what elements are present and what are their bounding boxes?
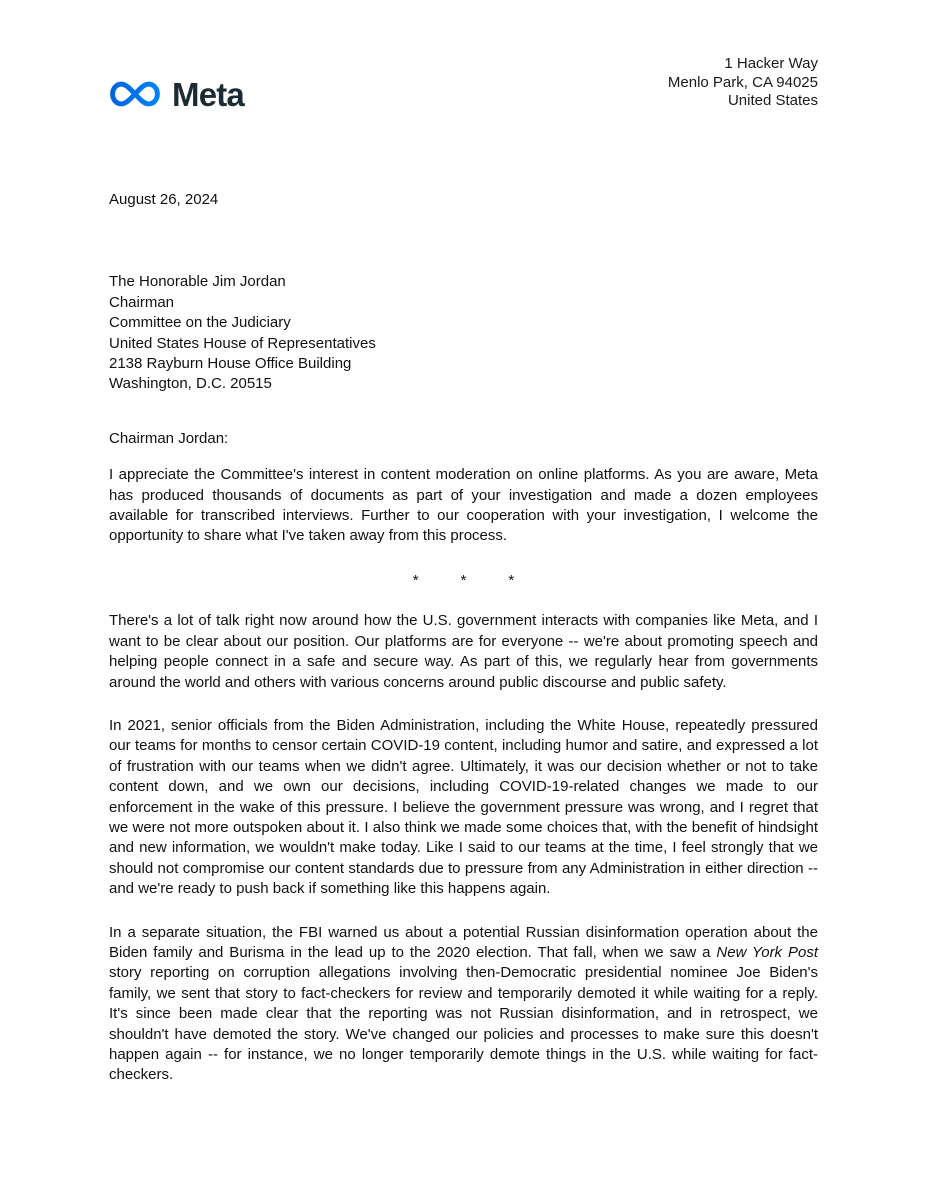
recipient-line: Washington, D.C. 20515: [109, 375, 272, 393]
recipient-line: Chairman: [109, 293, 175, 311]
section-separator: [109, 571, 818, 591]
recipient-line: Committee on the Judiciary: [109, 314, 291, 332]
separator-star: *: [460, 571, 467, 589]
paragraph-4-text: story reporting on corruption allegations involving then-Democratic presidential nominee Joe Biden's family, we sent that story to fact-checkers for review and temporarily demoted it while waiting for a reply. It's since been made clear that the reporting was not Russian disinformation, and in retrospect, we shouldn't have demoted the story. We've changed our policies and processes to make sure this doesn't happen again -- for instance, we no longer temporarily demote things in the U.S. while waiting for fact-checkers.: [109, 964, 818, 1084]
paragraph-4: [109, 923, 818, 1086]
sender-address-line: United States: [727, 92, 818, 110]
publication-name: New York Post: [716, 943, 818, 961]
separator-star: *: [412, 571, 419, 589]
paragraph-4-text: In a separate situation, the FBI warned us about a potential Russian disinformation operation about the Biden family and Burisma in the lead up to the 2020 election. That fall, when we saw a: [109, 923, 818, 961]
sender-address-line: 1 Hacker Way: [724, 55, 818, 72]
recipient-line: United States House of Representatives: [109, 334, 376, 352]
paragraph-3: In 2021, senior officials from the Biden Administration, including the White House, repeatedly pressured our teams for months to censor certain COVID-19 content, including humor and satire, and expressed a lot of frustration with our teams when we didn't agree. Ultimately, it was our decision whether or not to take content down, and we own our decisions, including COVID-19-related changes we made to our enforcement in the wake of this pressure. I believe the government pressure was wrong, and I regret that we were not more outspoken about it. I also think we made some choices that, with the benefit of hindsight and new information, we wouldn't make today. Like I said to our teams at the time, I feel strongly that we should not compromise our content standards due to pressure from any Administration in either direction -- and we're ready to push back if something like this happens again.: [109, 716, 818, 898]
letterhead: [109, 55, 818, 111]
salutation: Chairman Jordan:: [109, 429, 229, 447]
separator-star: *: [508, 571, 515, 589]
recipient-line: The Honorable Jim Jordan: [109, 273, 286, 291]
recipient-block: [109, 272, 818, 394]
meta-logo: [109, 77, 244, 111]
meta-infinity-icon: [109, 77, 161, 111]
sender-address-line: Menlo Park, CA 94025: [667, 73, 818, 91]
sender-address: [668, 55, 818, 111]
paragraph-1: I appreciate the Committee's interest in content moderation on online platforms. As you are aware, Meta has produced thousands of documents as part of your investigation and made a dozen employees available for transcribed interviews. Further to our cooperation with your investigation, I welcome the opportunity to share what I've taken away from this process.: [109, 466, 818, 545]
meta-logo-text: Meta: [172, 75, 244, 113]
recipient-line: 2138 Rayburn House Office Building: [109, 355, 352, 373]
letter-date: August 26, 2024: [109, 191, 219, 208]
paragraph-2: There's a lot of talk right now around how the U.S. government interacts with companies like Meta, and I want to be clear about our position. Our platforms are for everyone -- we're about promoting speech and helping people connect in a safe and secure way. As part of this, we regularly hear from governments around the world and others with various concerns around public discourse and public safety.: [109, 612, 818, 691]
